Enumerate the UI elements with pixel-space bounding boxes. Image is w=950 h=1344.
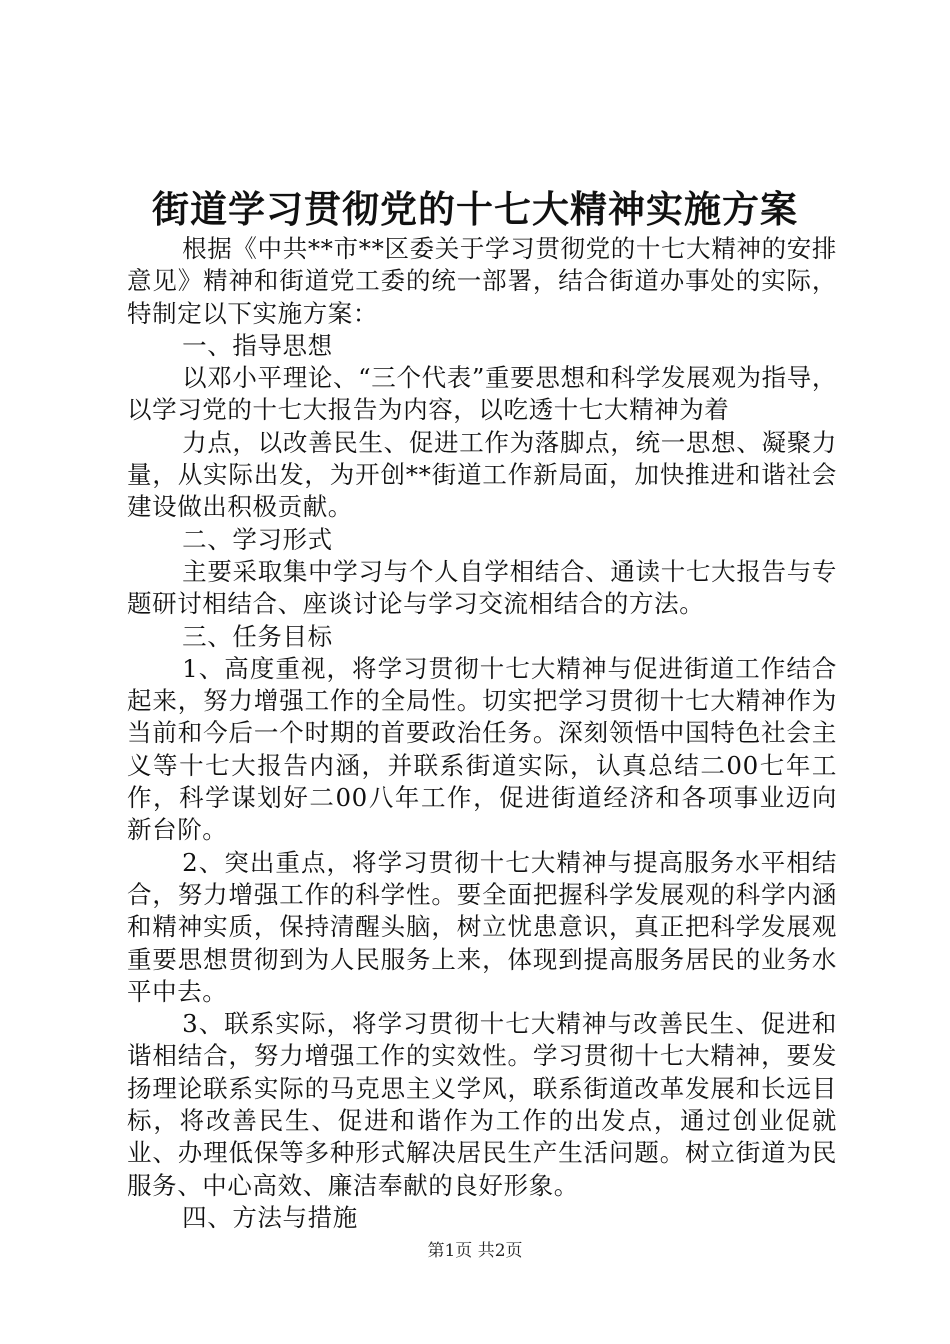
page-number-footer: 第1页 共2页 [427, 1241, 523, 1261]
section-heading-study-form: 二、学习形式 [182, 524, 333, 554]
paragraph-task-goal-2: 2、突出重点，将学习贯彻十七大精神与提高服务水平相结合，努力增强工作的科学性。要全面把握科学发展观的科学内涵和精神实质，保持清醒头脑，树立忧患意识，真正把科学发展观重要思想贯彻到为人民服务上来，体现到提高服务居民的业务水平中去。 [127, 847, 837, 1006]
section-heading-methods: 四、方法与措施 [182, 1202, 358, 1232]
paragraph-guiding-thought-part1: 以邓小平理论、“三个代表”重要思想和科学发展观为指导，以学习党的十七大报告为内容，以吃透十七大精神为着 [127, 363, 837, 425]
document-body [127, 233, 837, 1234]
paragraph-guiding-thought-part2: 力点，以改善民生、促进工作为落脚点，统一思想、凝聚力量，从实际出发，为开创**街道工作新局面，加快推进和谐社会建设做出积极贡献。 [127, 427, 837, 522]
paragraph-task-goal-3: 3、联系实际，将学习贯彻十七大精神与改善民生、促进和谐相结合，努力增强工作的实效性。学习贯彻十七大精神，要发扬理论联系实际的马克思主义学风，联系街道改革发展和长远目标，将改善民生、促进和谐作为工作的出发点，通过创业促就业、办理低保等多种形式解决居民生产生活问题。树立街道为民服务、中心高效、廉洁奉献的良好形象。 [127, 1009, 837, 1200]
intro-paragraph: 根据《中共**市**区委关于学习贯彻党的十七大精神的安排意见》精神和街道党工委的统一部署，结合街道办事处的实际，特制定以下实施方案： [127, 234, 837, 328]
section-heading-task-goals: 三、任务目标 [182, 621, 333, 651]
paragraph-study-form: 主要采取集中学习与个人自学相结合、通读十七大报告与专题研讨相结合、座谈讨论与学习交流相结合的方法。 [127, 556, 837, 619]
paragraph-task-goal-1: 1、高度重视，将学习贯彻十七大精神与促进街道工作结合起来，努力增强工作的全局性。切实把学习贯彻十七大精神作为当前和今后一个时期的首要政治任务。深刻领悟中国特色社会主义等十七大报告内涵，并联系街道实际，认真总结二00七年工作，科学谋划好二00八年工作，促进街道经济和各项事业迈向新台阶。 [127, 653, 837, 845]
document-title: 街道学习贯彻党的十七大精神实施方案 [152, 187, 798, 231]
section-heading-guiding-thought: 一、指导思想 [182, 330, 333, 360]
